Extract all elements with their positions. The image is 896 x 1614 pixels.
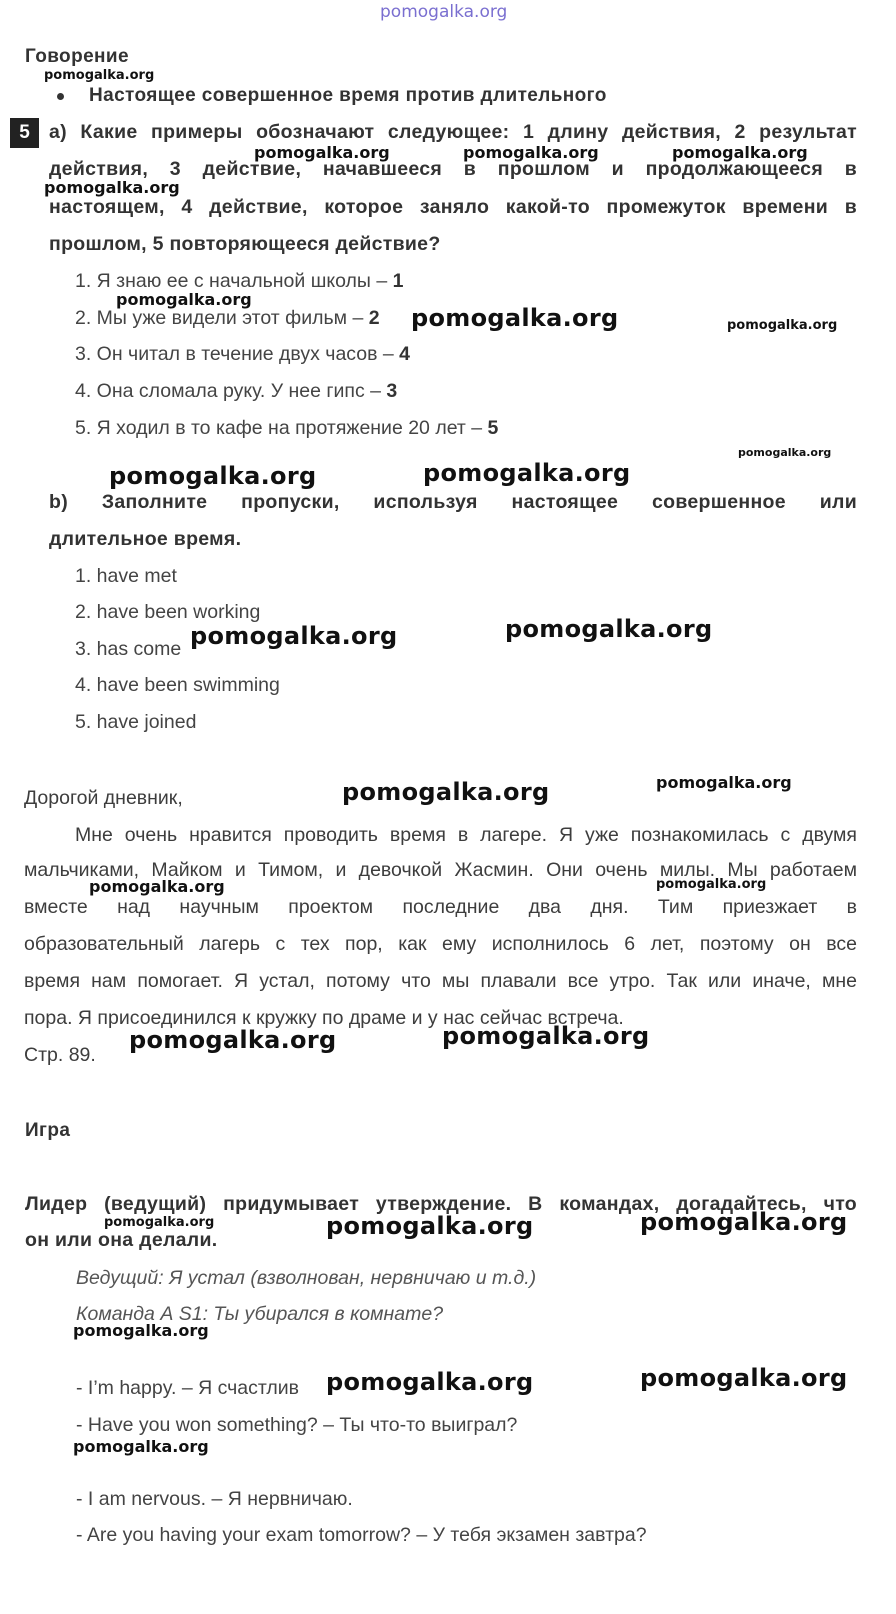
watermark: pomogalka.org	[423, 459, 631, 487]
watermark: pomogalka.org	[727, 318, 838, 333]
watermark: pomogalka.org	[254, 143, 390, 162]
watermark: pomogalka.org	[672, 143, 808, 162]
answer-b-item: 4. have been swimming	[75, 674, 280, 696]
diary-line: образовательный лагерь с тех пор, как ему исполнилось 6 лет, поэтому он все	[24, 933, 857, 955]
dialog-line: - I am nervous. – Я нервничаю.	[76, 1488, 353, 1510]
diary-line: Мне очень нравится проводить время в лагере. Я уже познакомилась с двумя	[75, 824, 857, 846]
question-a-line-2: действия, 3 действие, начавшееся в прошлом и продолжающееся в	[49, 158, 857, 180]
answer-b-item: 5. have joined	[75, 711, 197, 733]
watermark: pomogalka.org	[463, 143, 599, 162]
answer-b-item: 2. have been working	[75, 601, 261, 623]
watermark: pomogalka.org	[411, 304, 619, 332]
game-instruction-line-2: он или она делали.	[25, 1229, 218, 1251]
diary-line: мальчиками, Майком и Тимом, и девочкой Жасмин. Они очень милы. Мы работаем	[24, 859, 857, 881]
question-a-line-4: прошлом, 5 повторяющееся действие?	[49, 233, 441, 255]
watermark: pomogalka.org	[738, 446, 832, 459]
watermark: pomogalka.org	[342, 778, 550, 806]
answer-a-item: 2. Мы уже видели этот фильм – 2	[75, 307, 380, 329]
section-title-game: Игра	[25, 1120, 71, 1141]
answer-b-item: 3. has come	[75, 638, 182, 660]
diary-line: пора. Я присоединился к кружку по драме и у нас сейчас встреча.	[24, 1007, 624, 1029]
diary-line: вместе над научным проектом последние два дня. Тим приезжает в	[24, 896, 857, 918]
dialog-line: - I’m happy. – Я счастлив	[76, 1377, 300, 1399]
watermark: pomogalka.org	[44, 178, 180, 197]
watermark: pomogalka.org	[640, 1208, 848, 1236]
answer-a-item: 5. Я ходил в то кафе на протяжение 20 лет – 5	[75, 417, 499, 439]
watermark: pomogalka.org	[326, 1212, 534, 1240]
diary-greeting: Дорогой дневник,	[24, 787, 183, 809]
dialog-line: - Have you won something? – Ты что-то выиграл?	[76, 1414, 518, 1436]
diary-line: время нам помогает. Я устал, потому что мы плавали все утро. Так или иначе, мне	[24, 970, 857, 992]
question-a-line-3: настоящем, 4 действие, которое заняло какой-то промежуток времени в	[49, 196, 857, 218]
watermark: pomogalka.org	[505, 615, 713, 643]
answer-a-item: 4. Она сломала руку. У нее гипс – 3	[75, 380, 398, 402]
section-title-speaking: Говорение	[25, 46, 129, 67]
answer-a-item: 1. Я знаю ее с начальной школы – 1	[75, 270, 404, 292]
watermark: pomogalka.org	[73, 1437, 209, 1456]
watermark: pomogalka.org	[656, 773, 792, 792]
question-b-line-2: длительное время.	[49, 528, 242, 550]
question-b-line-1: b) Заполните пропуски, используя настоящее совершенное или	[49, 491, 857, 513]
answer-a-item: 3. Он читал в течение двух часов – 4	[75, 343, 411, 365]
watermark: pomogalka.org	[640, 1364, 848, 1392]
topic-bullet-text: Настоящее совершенное время против длительного	[89, 85, 607, 106]
header-watermark: pomogalka.org	[380, 2, 508, 22]
watermark: pomogalka.org	[326, 1368, 534, 1396]
dialog-line: - Are you having your exam tomorrow? – У тебя экзамен завтра?	[76, 1524, 647, 1546]
watermark: pomogalka.org	[89, 877, 225, 896]
game-example: Ведущий: Я устал (взволнован, нервничаю и т.д.)	[76, 1267, 537, 1289]
answer-b-item: 1. have met	[75, 565, 177, 587]
watermark: pomogalka.org	[73, 1321, 209, 1340]
exercise-number-badge: 5	[10, 118, 39, 148]
watermark: pomogalka.org	[116, 290, 252, 309]
watermark: pomogalka.org	[44, 68, 155, 83]
watermark: pomogalka.org	[129, 1026, 337, 1054]
watermark: pomogalka.org	[190, 622, 398, 650]
page-reference: Стр. 89.	[24, 1044, 96, 1066]
bullet-icon	[57, 93, 64, 100]
watermark: pomogalka.org	[442, 1022, 650, 1050]
game-example: Команда А S1: Ты убирался в комнате?	[76, 1303, 444, 1325]
watermark: pomogalka.org	[656, 877, 767, 892]
watermark: pomogalka.org	[104, 1215, 215, 1230]
watermark: pomogalka.org	[109, 462, 317, 490]
question-a-line-1: а) Какие примеры обозначают следующее: 1 длину действия, 2 результат	[49, 121, 857, 143]
game-instruction-line-1: Лидер (ведущий) придумывает утверждение. В командах, догадайтесь, что	[25, 1193, 857, 1215]
